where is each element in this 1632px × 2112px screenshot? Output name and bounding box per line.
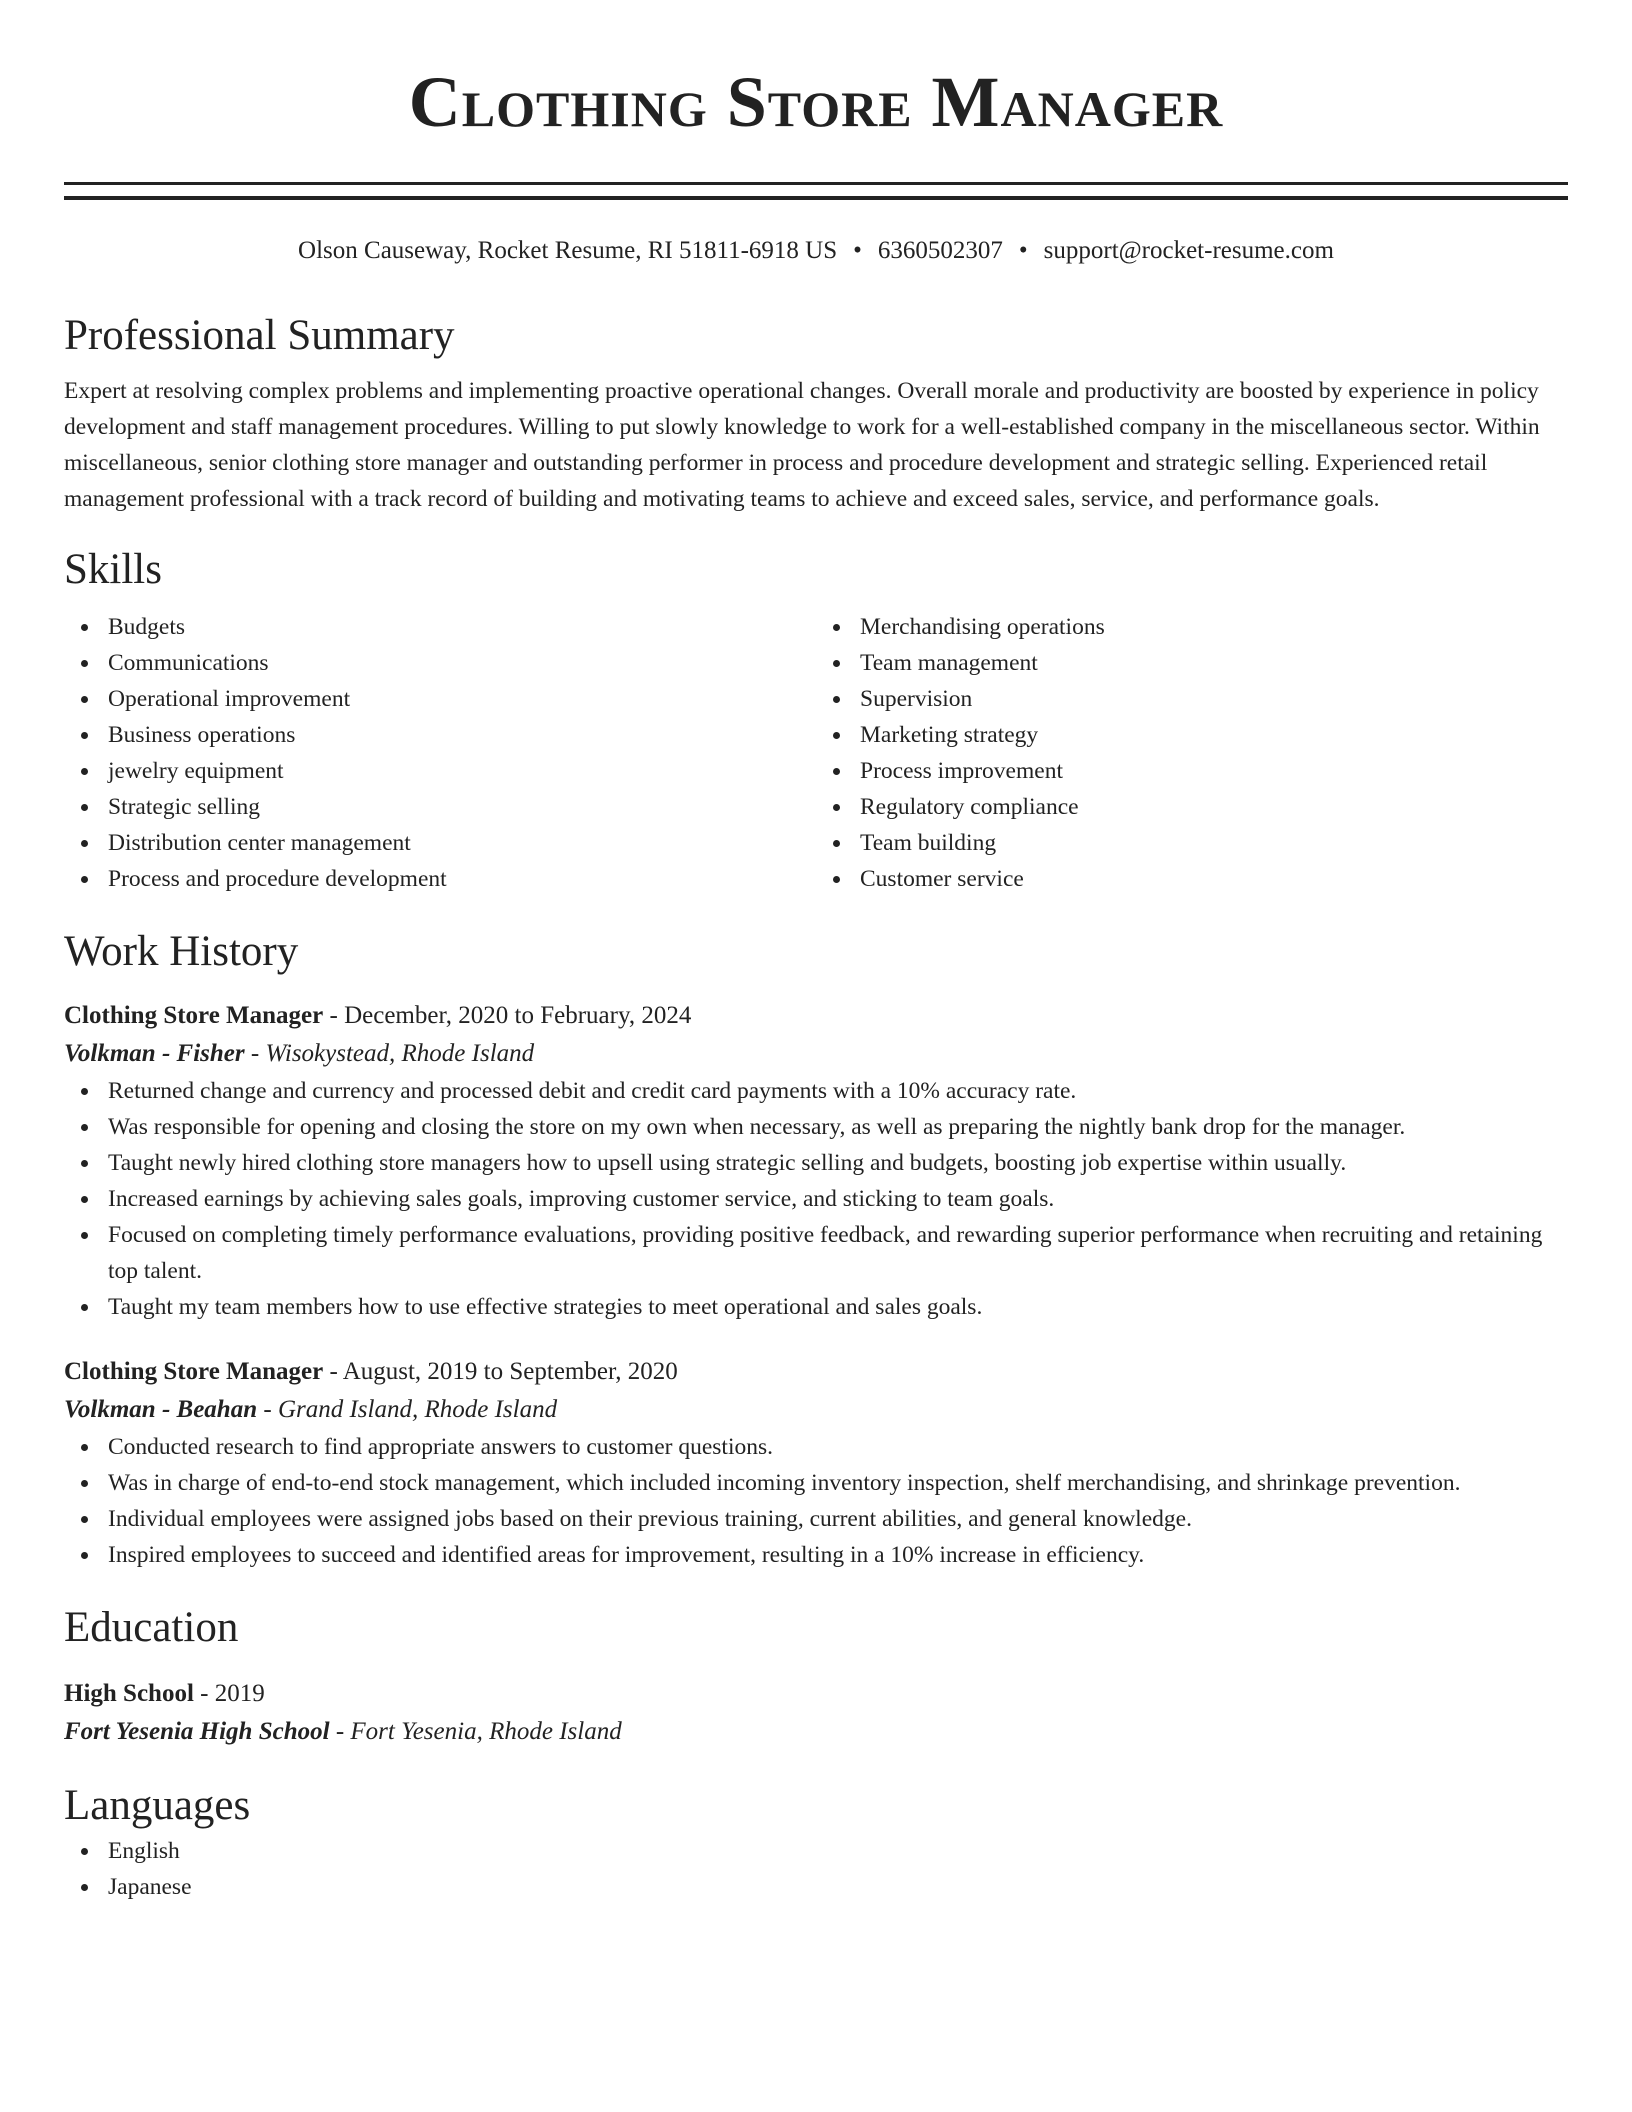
job-duty: Returned change and currency and processed debit and credit card payments with a 10% accuracy rate. <box>64 1073 1568 1109</box>
languages-heading: Languages <box>64 1782 251 1829</box>
skill-item: Operational improvement <box>64 681 816 717</box>
job-duty: Focused on completing timely performance evaluations, providing positive feedback, and rewarding superior performance when recruiting and retaining top talent. <box>64 1217 1568 1289</box>
skill-item: Regulatory compliance <box>816 789 1568 825</box>
job-company: Volkman - Beahan <box>64 1396 258 1423</box>
job-duty: Taught my team members how to use effective strategies to meet operational and sales goals. <box>64 1289 1568 1325</box>
job-duties-list <box>64 1429 1568 1573</box>
job-dates: December, 2020 to February, 2024 <box>344 1002 692 1029</box>
job-company-line <box>64 1391 1568 1429</box>
skill-item: Team building <box>816 825 1568 861</box>
job-company-line <box>64 1035 1568 1073</box>
work-history-heading: Work History <box>64 928 299 975</box>
job-title: Clothing Store Manager <box>64 1358 324 1385</box>
job-title-line <box>64 997 1568 1035</box>
skill-item: Strategic selling <box>64 789 816 825</box>
education-degree-line <box>64 1675 1568 1713</box>
resume-title: Clothing Store Manager <box>408 62 1224 142</box>
job-location: Wisokystead, Rhode Island <box>265 1040 535 1067</box>
education-heading: Education <box>64 1604 239 1651</box>
job-duty: Taught newly hired clothing store managers how to upsell using strategic selling and budgets, boosting job expertise within usually. <box>64 1145 1568 1181</box>
job-company: Volkman - Fisher <box>64 1040 245 1067</box>
skills-heading: Skills <box>64 546 162 593</box>
education-year: 2019 <box>214 1680 265 1707</box>
skills-list-right <box>816 609 1568 897</box>
contact-address: Olson Causeway, Rocket Resume, RI 51811-6918 US <box>298 237 838 264</box>
job-duty: Individual employees were assigned jobs based on their previous training, current abilities, and general knowledge. <box>64 1501 1568 1537</box>
dash: - <box>257 1396 278 1423</box>
job-duty: Conducted research to find appropriate answers to customer questions. <box>64 1429 1568 1465</box>
languages-list <box>64 1833 1568 1905</box>
skills-column-right <box>816 609 1568 897</box>
education-location: Fort Yesenia, Rhode Island <box>350 1718 622 1745</box>
skill-item: Team management <box>816 645 1568 681</box>
languages-section <box>64 1779 1568 1905</box>
language-item: Japanese <box>64 1869 1568 1905</box>
skill-item: Merchandising operations <box>816 609 1568 645</box>
skills-list-left <box>64 609 816 897</box>
job-duty: Was responsible for opening and closing the store on my own when necessary, as well as preparing the nightly bank drop for the manager. <box>64 1109 1568 1145</box>
job-duty: Was in charge of end-to-end stock management, which included incoming inventory inspection, shelf merchandising, and shrinkage prevention. <box>64 1465 1568 1501</box>
summary-text: Expert at resolving complex problems and implementing proactive operational changes. Overall morale and productivity are boosted by experience in policy development and staff management procedures. Willing to put slowly knowledge to work for a well-established company in the miscellaneous sector. Within miscellaneous, senior clothing store manager and outstanding performer in process and procedure development and strategic selling. Experienced retail management professional with a track record of building and motivating teams to achieve and exceed sales, service, and performance goals. <box>64 378 1540 512</box>
skills-section <box>64 543 1568 897</box>
dash: - <box>329 1718 351 1745</box>
dash: - <box>323 1358 343 1385</box>
language-item: English <box>64 1833 1568 1869</box>
skill-item: Marketing strategy <box>816 717 1568 753</box>
skill-item: Process and procedure development <box>64 861 816 897</box>
job-location: Grand Island, Rhode Island <box>277 1396 558 1423</box>
contact-separator: • <box>1018 237 1028 264</box>
dash: - <box>244 1040 266 1067</box>
job-entry <box>64 997 1568 1325</box>
work-history-section <box>64 925 1568 1573</box>
contact-line <box>64 233 1568 269</box>
summary-heading: Professional Summary <box>64 312 455 359</box>
job-entry <box>64 1353 1568 1573</box>
contact-email: support@rocket-resume.com <box>1043 237 1334 264</box>
skills-grid <box>64 609 1568 897</box>
skill-item: Distribution center management <box>64 825 816 861</box>
contact-phone: 6360502307 <box>877 237 1003 264</box>
title-divider <box>64 182 1568 200</box>
dash: - <box>323 1002 345 1029</box>
job-dates: August, 2019 to September, 2020 <box>342 1358 678 1385</box>
job-title-line <box>64 1353 1568 1391</box>
job-duty: Inspired employees to succeed and identified areas for improvement, resulting in a 10% increase in efficiency. <box>64 1537 1568 1573</box>
skill-item: Budgets <box>64 609 816 645</box>
dash: - <box>193 1680 215 1707</box>
skill-item: Process improvement <box>816 753 1568 789</box>
summary-section <box>64 309 1568 517</box>
contact-separator: • <box>853 237 862 264</box>
skill-item: Communications <box>64 645 816 681</box>
education-entry <box>64 1675 1568 1751</box>
job-title: Clothing Store Manager <box>64 1002 324 1029</box>
education-school: Fort Yesenia High School <box>64 1718 330 1745</box>
education-school-line <box>64 1713 1568 1751</box>
skill-item: Customer service <box>816 861 1568 897</box>
education-degree: High School <box>64 1680 194 1707</box>
job-duties-list <box>64 1073 1568 1325</box>
skill-item: jewelry equipment <box>64 753 816 789</box>
education-section <box>64 1601 1568 1751</box>
job-duty: Increased earnings by achieving sales goals, improving customer service, and sticking to team goals. <box>64 1181 1568 1217</box>
skills-column-left <box>64 609 816 897</box>
skill-item: Supervision <box>816 681 1568 717</box>
skill-item: Business operations <box>64 717 816 753</box>
